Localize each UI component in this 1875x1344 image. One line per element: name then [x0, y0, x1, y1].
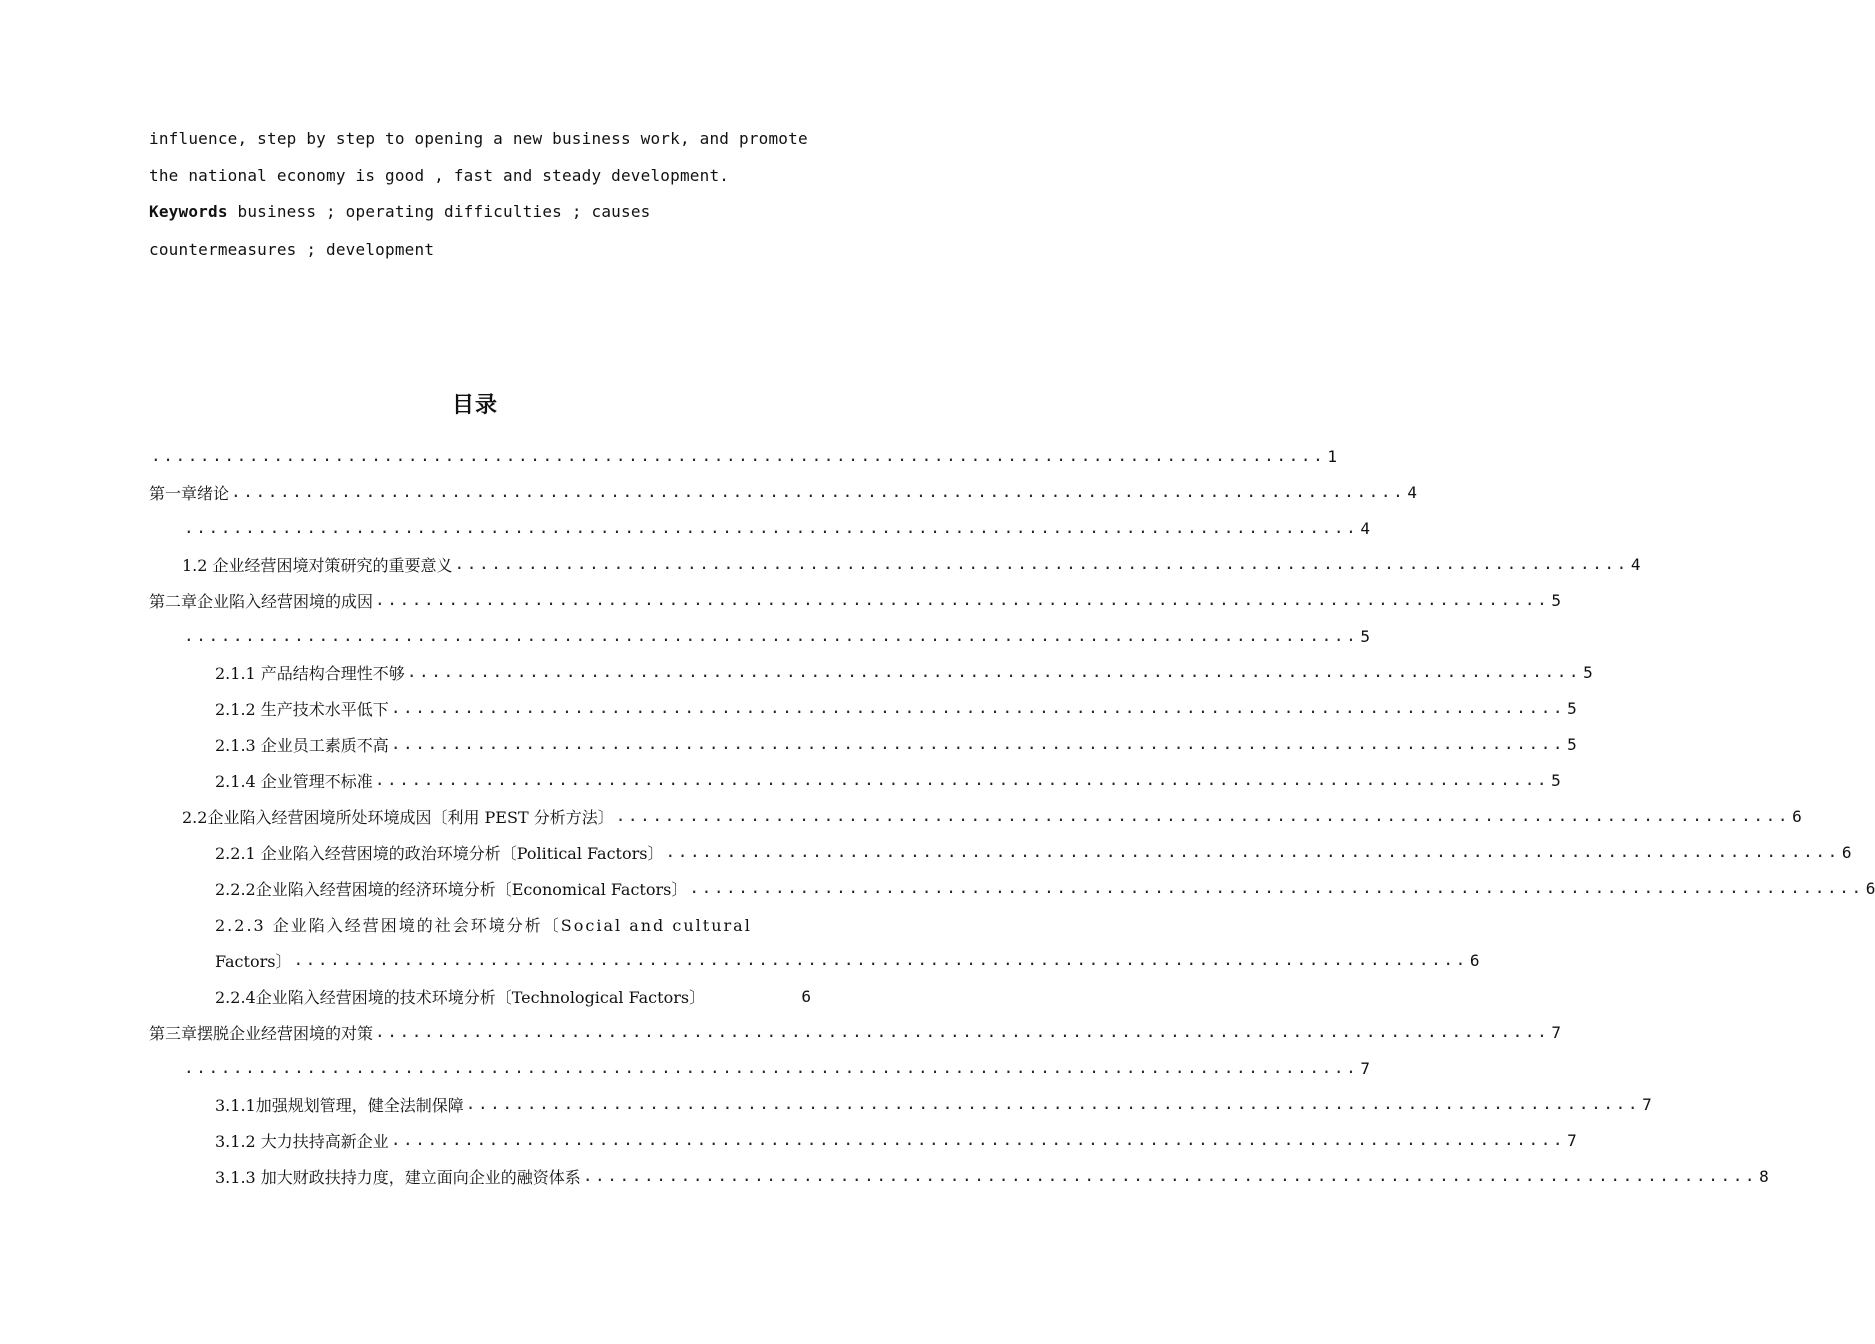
toc-entry-chapter-3[interactable] — [149, 1014, 1562, 1050]
toc-page-number: 6 — [1841, 842, 1852, 862]
toc-entry-label: 2.1.3 企业员工素质不高 — [215, 735, 389, 755]
toc-page-number: 6 — [801, 986, 811, 1006]
toc-title: 目录 — [451, 393, 498, 418]
keywords-label: Keywords — [149, 202, 228, 221]
toc-entry-label: 2.2.4企业陷入经营困境的技术环境分析〔Technological Factors〕 — [215, 987, 706, 1007]
toc-entry[interactable] — [149, 690, 1577, 726]
toc-dot-leader: ................................................................................................ — [390, 734, 1566, 753]
toc-entry-label: 2.2企业陷入经营困境所处环境成因〔利用 PEST 分析方法〕 — [182, 807, 614, 827]
toc-entry-label: 2.1.4 企业管理不标准 — [215, 771, 373, 791]
toc-dot-leader: ................................................................................................ — [615, 806, 1791, 825]
toc-entry[interactable] — [149, 978, 811, 1014]
abstract-line-1: influence, step by step to opening a new business work, and promote — [149, 129, 808, 148]
toc-entry-label: 2.2.2企业陷入经营困境的经济环境分析〔Economical Factors〕 — [215, 879, 688, 899]
toc-entry[interactable] — [149, 726, 1577, 762]
toc-dot-leader: ................................................................................................ — [151, 446, 1326, 465]
toc-entry[interactable] — [149, 510, 1370, 546]
toc-entry-label: 2.1.2 生产技术水平低下 — [215, 699, 389, 719]
toc-page-number: 5 — [1567, 698, 1577, 718]
toc-page-number: 5 — [1583, 662, 1593, 682]
keywords-line-1 — [149, 193, 809, 230]
toc-dot-leader: ................................................................................................ — [231, 482, 1406, 501]
toc-entry[interactable] — [149, 654, 1593, 690]
toc-entry[interactable] — [149, 762, 1561, 798]
toc-page-number: 6 — [1469, 950, 1480, 970]
toc-entry[interactable] — [149, 1086, 1652, 1122]
toc-page-number: 7 — [1642, 1094, 1652, 1114]
toc-entry-chapter-2[interactable] — [149, 582, 1562, 618]
toc-entry[interactable] — [149, 1158, 1769, 1194]
toc-entry[interactable] — [149, 618, 1370, 654]
toc-entry-chapter-1[interactable] — [149, 474, 1418, 510]
toc-page-number: 6 — [1865, 878, 1875, 898]
toc-page-number: 7 — [1567, 1130, 1577, 1150]
toc-entry-chapter-number: 第三章 — [149, 1023, 198, 1043]
toc-dot-leader: ................................................................................................ — [665, 842, 1840, 861]
toc-entry-chapter-number: 第一章 — [149, 483, 198, 503]
toc-page-number: 4 — [1360, 518, 1370, 538]
toc-entry[interactable] — [149, 1122, 1577, 1158]
toc-page-number: 8 — [1759, 1166, 1769, 1186]
toc-page-number: 5 — [1551, 590, 1562, 610]
toc-page-number: 7 — [1360, 1058, 1370, 1078]
toc-page-number: 1 — [1327, 446, 1337, 466]
toc-entry-label: 2.2.1 企业陷入经营困境的政治环境分析〔Political Factors〕 — [215, 843, 664, 863]
toc-dot-leader: ................................................................................................ — [454, 554, 1629, 573]
toc-dot-leader: ................................................................................................ — [689, 878, 1864, 897]
toc-entry-label: 摆脱企业经营困境的对策 — [197, 1023, 374, 1043]
toc-dot-leader: ................................................................................................ — [375, 590, 1550, 609]
toc-entry-label: 3.1.2 大力扶持高新企业 — [215, 1131, 389, 1151]
toc-entry[interactable] — [149, 1050, 1370, 1086]
toc-entry[interactable] — [149, 834, 1852, 870]
toc-page-number: 4 — [1630, 554, 1641, 574]
toc-page-number: 5 — [1567, 734, 1577, 754]
toc-entry-label: 2.1.1 产品结构合理性不够 — [215, 663, 405, 683]
toc-entry-chapter-number: 第二章 — [149, 591, 198, 611]
toc-entry[interactable] — [149, 870, 1875, 906]
toc-page-number: 7 — [1551, 1022, 1562, 1042]
toc-dot-leader: ................................................................................................ — [390, 698, 1566, 717]
toc-entry[interactable] — [149, 546, 1641, 582]
toc-page-number: 6 — [1792, 806, 1802, 826]
toc-dot-leader: ................................................................................................ — [184, 1058, 1359, 1077]
toc-entry-label-continued: Factors〕 — [215, 951, 292, 971]
toc-dot-leader: ................................................................................................ — [582, 1166, 1758, 1185]
toc-entry-label: 2.2.3 企业陷入经营困境的社会环境分析〔Social and cultural — [215, 915, 752, 935]
toc-dot-leader: ................................................................................................ — [293, 950, 1468, 969]
toc-dot-leader: ................................................................................................ — [184, 518, 1359, 537]
toc-entry-label: 3.1.3 加大财政扶持力度，建立面向企业的融资体系 — [215, 1167, 581, 1187]
toc-page-number: 4 — [1407, 482, 1418, 502]
toc-dot-leader: ................................................................................................ — [390, 1130, 1566, 1149]
abstract-line-2: the national economy is good , fast and steady development. — [149, 166, 730, 185]
toc-entry[interactable] — [149, 798, 1802, 834]
keywords-text-1: business ; operating difficulties ; causes — [227, 202, 651, 221]
toc-dot-leader: ................................................................................................ — [374, 770, 1550, 789]
toc-entry-label: 3.1.1加强规划管理，健全法制保障 — [215, 1095, 464, 1115]
toc-entry[interactable] — [149, 438, 1337, 474]
toc-dot-leader: ................................................................................................ — [375, 1022, 1550, 1041]
toc-dot-leader: ................................................................................................ — [184, 626, 1359, 645]
toc-entry-label: 1.2 企业经营困境对策研究的重要意义 — [182, 555, 453, 575]
toc-entry-label: 企业陷入经营困境的成因 — [197, 591, 374, 611]
keywords-line-2: countermeasures ; development — [149, 240, 435, 259]
toc-entry-label: 绪论 — [197, 483, 230, 503]
toc-dot-leader: ................................................................................................ — [465, 1094, 1641, 1113]
toc-entry[interactable] — [149, 906, 1480, 978]
toc-page-number: 5 — [1360, 626, 1370, 646]
toc-page-number: 5 — [1551, 770, 1561, 790]
table-of-contents — [149, 438, 1875, 1194]
toc-dot-leader: ................................................................................................ — [406, 662, 1582, 681]
